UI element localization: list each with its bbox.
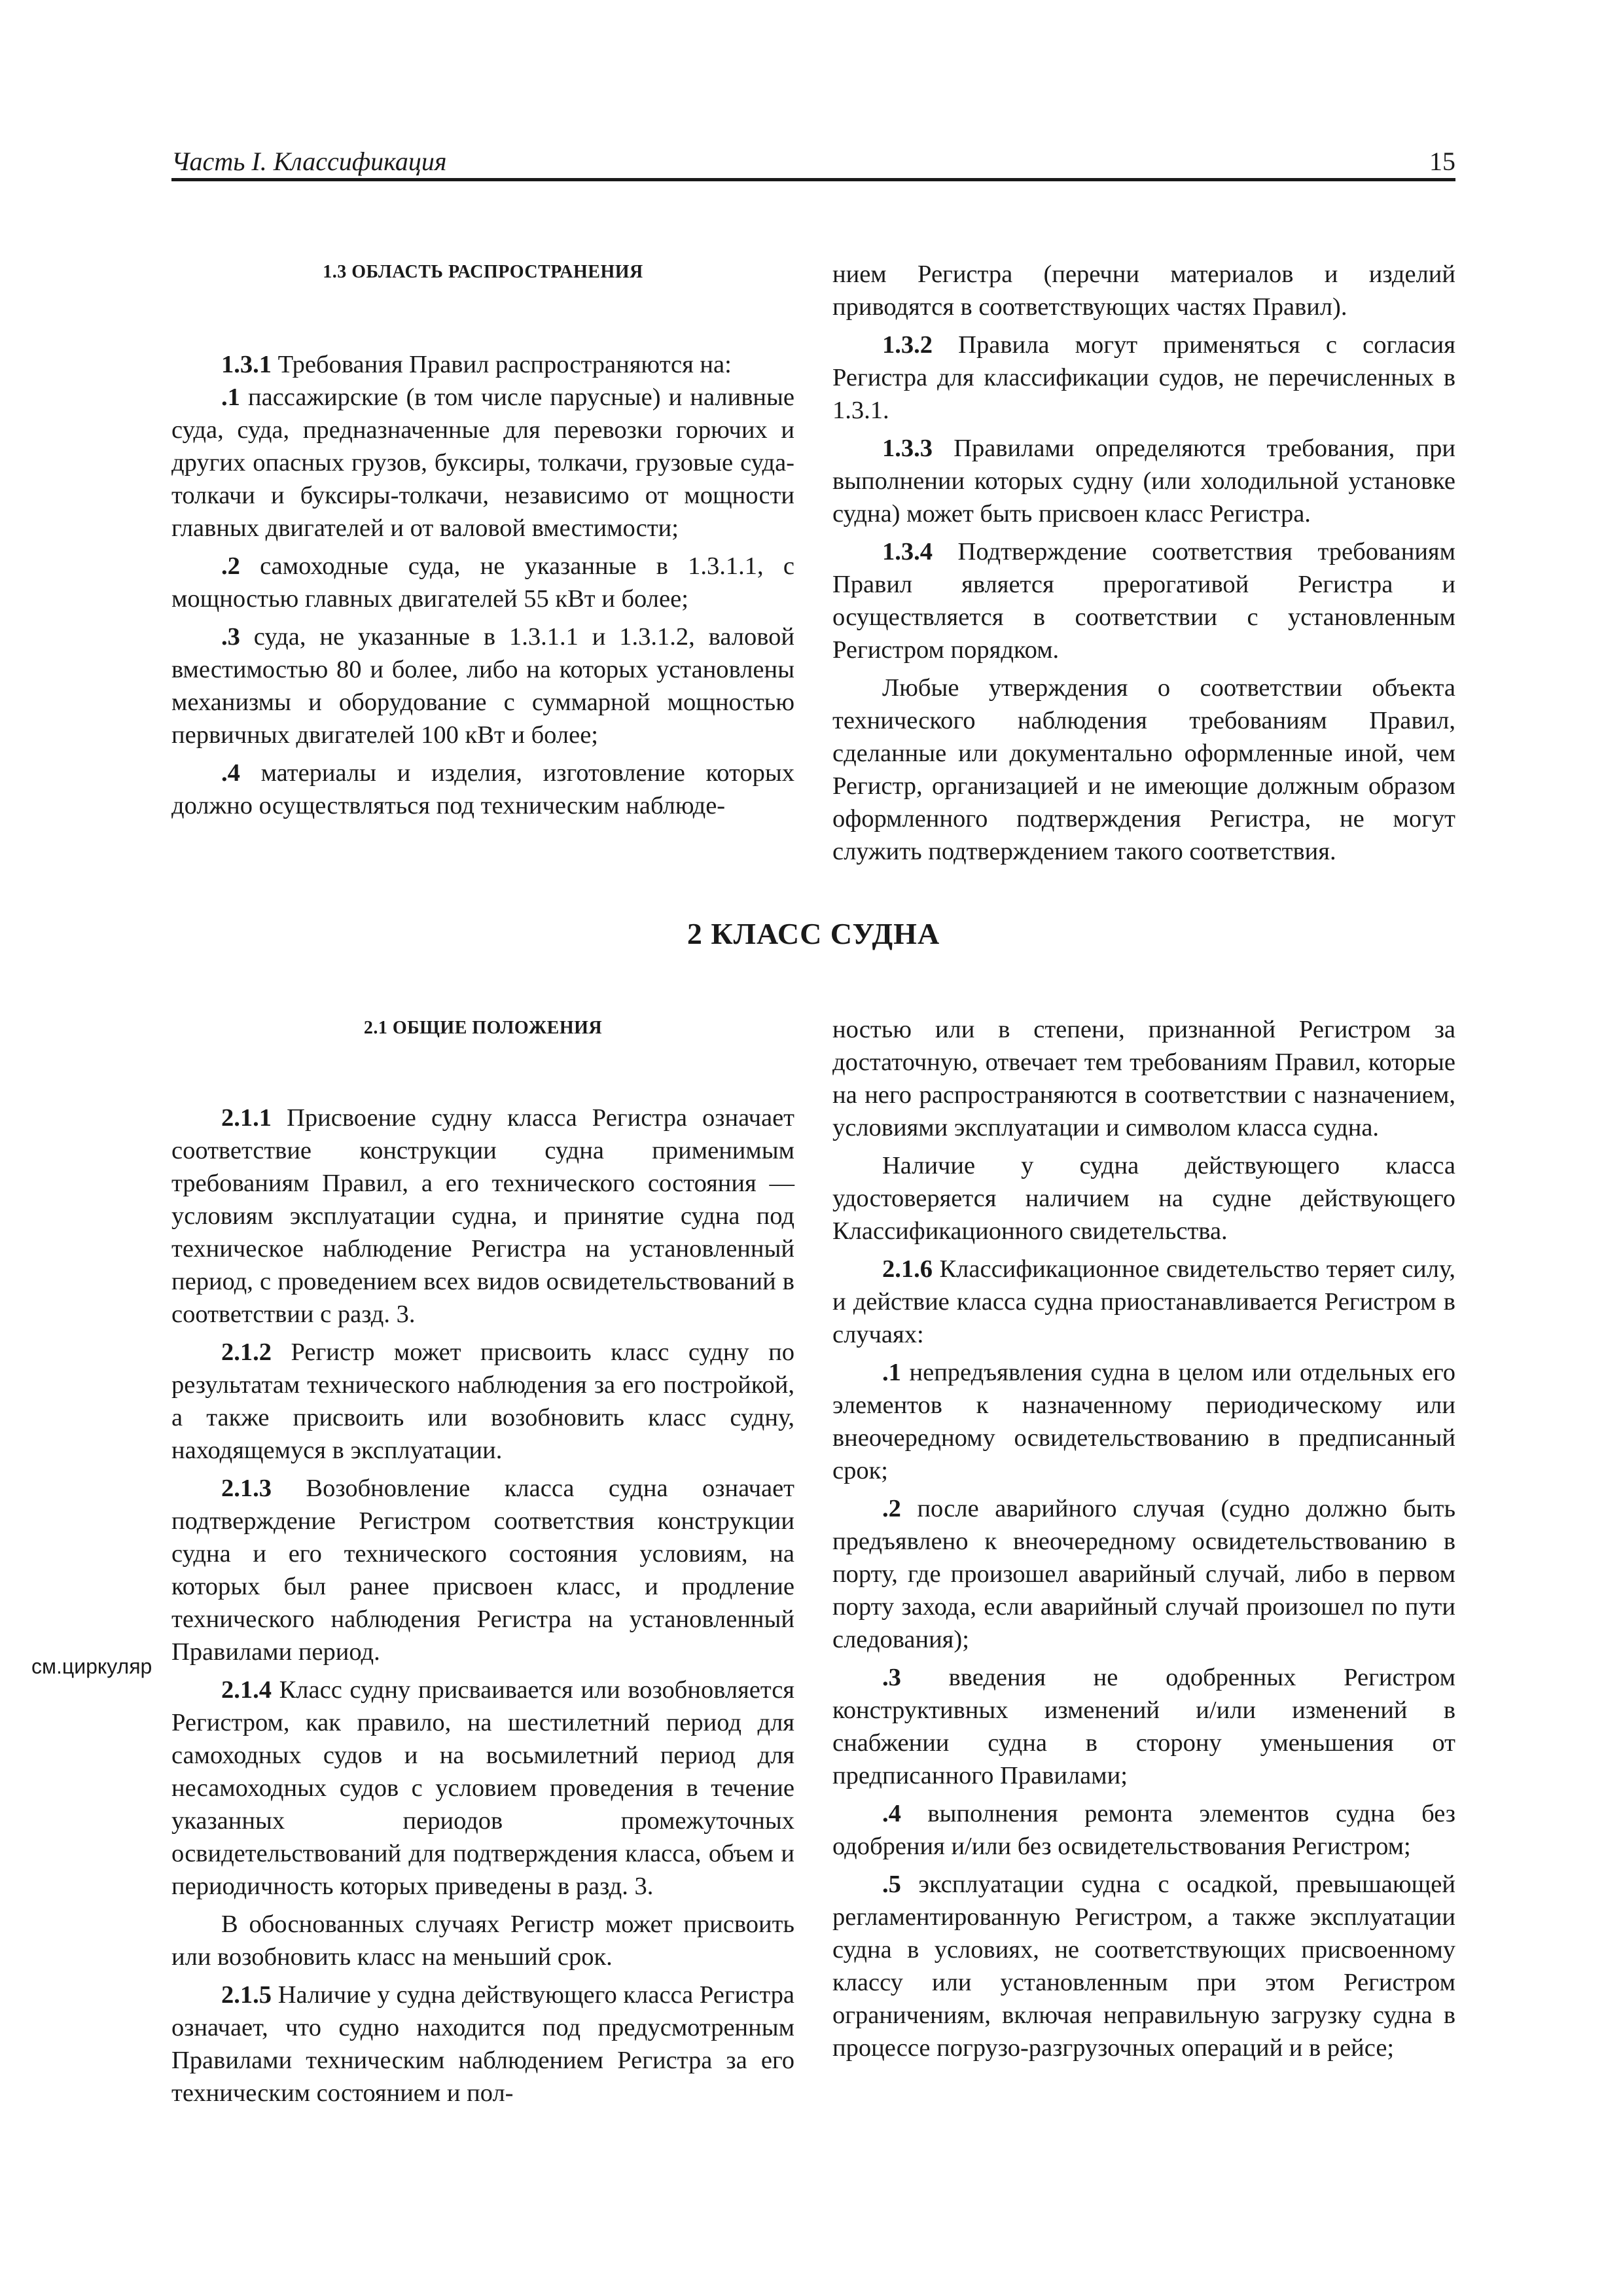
section-2-1-right-column	[832, 1013, 1455, 2064]
margin-note: см.циркуляр	[31, 1655, 152, 1678]
paragraph-1-3-4: 1.3.4 Подтверждение соответствия требованиям Правил является прерогативой Регистра и осуществляется в соответствии с установленным Регистром порядком.	[832, 538, 1455, 664]
paragraph-2-1-6-1: .1 непредъявления судна в целом или отдельных его элементов к назначенному периодическому или внеочередному освидетельствованию в предписанный срок;	[832, 1359, 1455, 1484]
paragraph-1-3-1-1: .1 пассажирские (в том числе парусные) и наливные суда, суда, предназначенные для перевозки горючих и других опасных грузов, буксиры, толкачи, грузовые суда-толкачи и буксиры-толкачи, независимо от мощности главных двигателей и от валовой вместимости;	[171, 384, 794, 542]
running-header	[171, 143, 1455, 181]
paragraph-2-1-6: 2.1.6 Классификационное свидетельство теряет силу, и действие класса судна приостанавливается Регистром в случаях:	[832, 1255, 1455, 1348]
paragraph-2-1-6-2: .2 после аварийного случая (судно должно быть предъявлено к внеочередному освидетельствованию в порту, где произошел аварийный случай, либо в первом порту захода, если аварийный случай произошел по пути следования);	[832, 1495, 1455, 1653]
page-number: 15	[1429, 147, 1455, 176]
paragraph-1-3-1: 1.3.1 Требования Правил распространяются на:	[221, 351, 732, 378]
section-2-1-left-column	[171, 1018, 794, 2109]
header-part-title: Часть I. Классификация	[171, 147, 447, 176]
paragraph-1-3-1-4-continued: нием Регистра (перечни материалов и изделий приводятся в соответствующих частях Правил).	[832, 260, 1455, 321]
paragraph-2-1-2: 2.1.2 Регистр может присвоить класс судну по результатам технического наблюдения за его постройкой, а также присвоить или возобновить класс судну, находящемуся в эксплуатации.	[171, 1338, 794, 1464]
paragraph-2-1-4: 2.1.4 Класс судну присваивается или возобновляется Регистром, как правило, на шестилетний период для самоходных судов и на восьмилетний период для несамоходных судов с условием проведения в течение указанных периодов промежуточных освидетельствований для подтверждения класса, объем и периодичность которых приведены в разд. 3.	[171, 1676, 794, 1900]
chapter-2-title: 2 КЛАСС СУДНА	[687, 917, 940, 950]
paragraph-2-1-6-3: .3 введения не одобренных Регистром конструктивных изменений и/или изменений в снабжении судна в сторону уменьшения от предписанного Правилами;	[832, 1664, 1455, 1789]
paragraph-2-1-6-5: .5 эксплуатации судна с осадкой, превышающей регламентированную Регистром, а также эксплуатации судна в условиях, не соответствующих присвоенному классу или установленным при этом Регистром ограничениям, включая неправильную загрузку судна в процессе погрузо-разгрузочных операций и в рейсе;	[832, 1871, 1455, 2062]
paragraph-2-1-3: 2.1.3 Возобновление класса судна означает подтверждение Регистром соответствия конструкции судна и его технического состояния условиям, на которых был ранее присвоен класс, и продление технического наблюдения Регистра на установленный Правилами период.	[171, 1475, 794, 1666]
paragraph-1-3-1-3: .3 суда, не указанные в 1.3.1.1 и 1.3.1.2, валовой вместимостью 80 и более, либо на которых установлены механизмы и оборудование с суммарной мощностью первичных двигателей 100 кВт и более;	[171, 623, 794, 749]
paragraph-1-3-1-2: .2 самоходные суда, не указанные в 1.3.1.1, с мощностью главных двигателей 55 кВт и более;	[171, 552, 794, 613]
section-1-3-right-column	[832, 258, 1455, 868]
section-2-1-heading: 2.1 ОБЩИЕ ПОЛОЖЕНИЯ	[363, 1018, 603, 1038]
paragraph-2-1-1: 2.1.1 Присвоение судну класса Регистра означает соответствие конструкции судна применимым требованиям Правил, а его технического состояния — условиям эксплуатации судна, и принятие судна под техническое наблюдение Регистра на установленный период, с проведением всех видов освидетельствований в соответствии с разд. 3.	[171, 1104, 794, 1328]
paragraph-2-1-5: 2.1.5 Наличие у судна действующего класса Регистра означает, что судно находится под предусмотренным Правилами техническим наблюдением Регистра за его техническим состоянием и пол-	[171, 1981, 794, 2107]
section-1-3-left-column	[171, 262, 794, 822]
paragraph-2-1-6-4: .4 выполнения ремонта элементов судна без одобрения и/или без освидетельствования Регистром;	[832, 1800, 1455, 1860]
paragraph-1-3-1-4: .4 материалы и изделия, изготовление которых должно осуществляться под техническим наблюде-	[171, 759, 794, 819]
paragraph-2-1-4-shorter-term: В обоснованных случаях Регистр может присвоить или возобновить класс на меньший срок.	[171, 1910, 794, 1971]
paragraph-2-1-5-continued: ностью или в степени, признанной Регистром за достаточную, отвечает тем требованиям Правил, которые на него распространяются в соответствии с назначением, условиями эксплуатации и символом класса судна.	[832, 1016, 1455, 1141]
header-rule	[171, 178, 1455, 181]
section-1-3-heading: 1.3 ОБЛАСТЬ РАСПРОСТРАНЕНИЯ	[323, 262, 643, 282]
paragraph-1-3-2: 1.3.2 Правила могут применяться с согласия Регистра для классификации судов, не перечисленных в 1.3.1.	[832, 331, 1455, 424]
paragraph-1-3-3: 1.3.3 Правилами определяются требования, при выполнении которых судну (или холодильной установке судна) может быть присвоен класс Регистра.	[832, 435, 1455, 528]
paragraph-2-1-5-certificate: Наличие у судна действующего класса удостоверяется наличием на судне действующего Классификационного свидетельства.	[832, 1152, 1455, 1245]
paragraph-statements: Любые утверждения о соответствии объекта технического наблюдения требованиям Правил, сделанные или документально оформленные иной, чем Регистр, организацией и не имеющие должным образом оформленного подтверждения Регистра, не могут служить подтверждением такого соответствия.	[832, 674, 1455, 865]
